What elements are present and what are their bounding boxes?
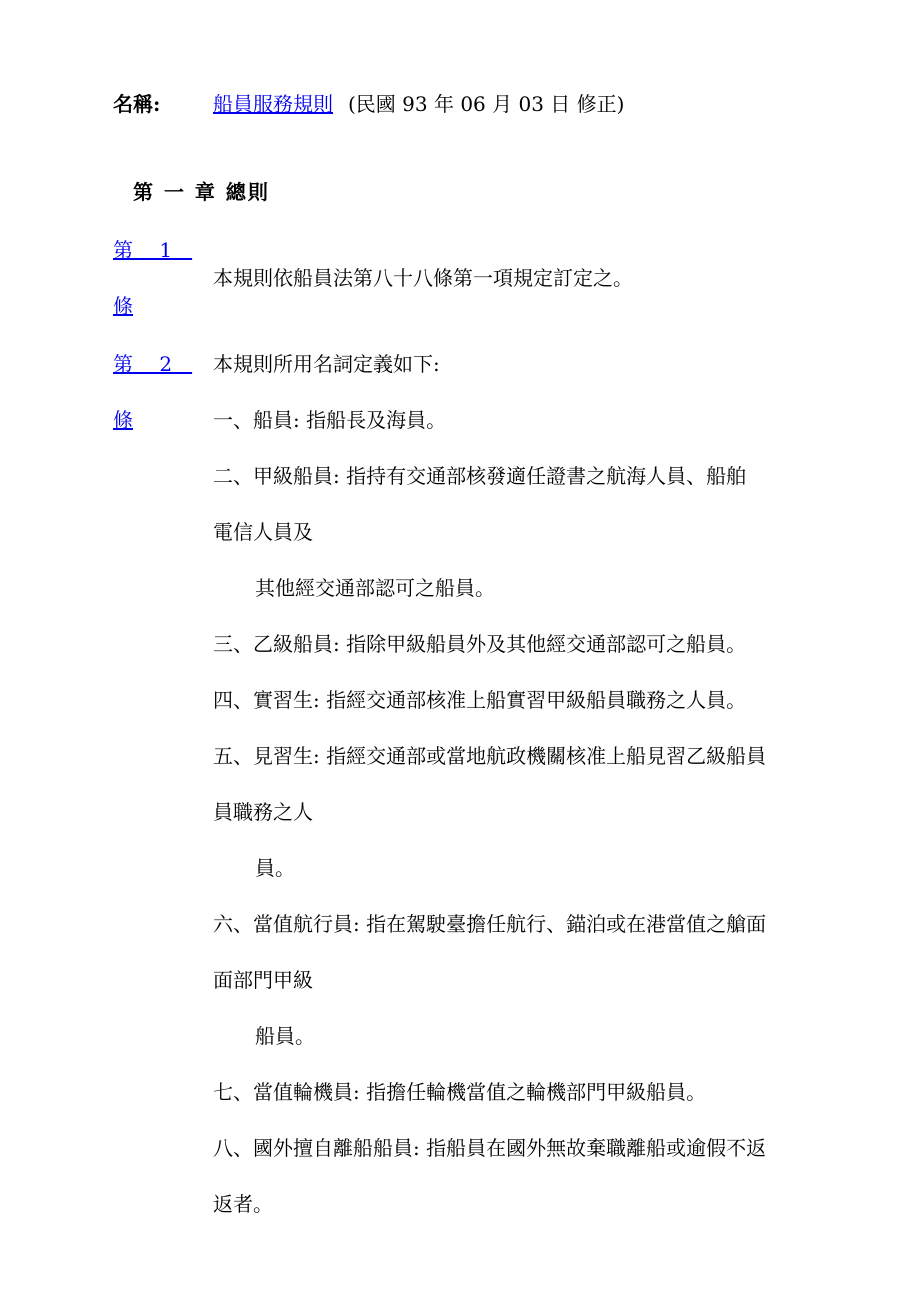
law-title-link[interactable]: 船員服務規則 xyxy=(213,92,333,116)
definition-5-cont-2: 員。 xyxy=(255,856,295,880)
definition-2-cont: 電信人員及 xyxy=(213,520,313,544)
definition-8-cont: 返者。 xyxy=(213,1192,273,1216)
article-2-intro: 本規則所用名詞定義如下: xyxy=(213,352,440,376)
definition-6: 六、當值航行員: 指在駕駛臺擔任航行、錨泊或在港當值之艙面 xyxy=(213,914,767,934)
article-1-number[interactable]: 第 1 xyxy=(113,238,193,262)
definition-6-cont: 面部門甲級 xyxy=(213,968,313,992)
article-1-text: 本規則依船員法第八十八條第一項規定訂定之。 xyxy=(213,266,633,290)
definition-5: 五、見習生: 指經交通部或當地航政機關核准上船見習乙級船員 xyxy=(213,746,767,766)
definition-6-cont-2: 船員。 xyxy=(255,1024,315,1048)
definition-2: 二、甲級船員: 指持有交通部核發適任證書之航海人員、船舶 xyxy=(213,464,747,488)
definition-1: 一、船員: 指船長及海員。 xyxy=(213,408,447,432)
definition-5-cont: 員職務之人 xyxy=(213,800,313,824)
amendment-date: (民國 93 年 06 月 03 日 修正) xyxy=(348,92,625,116)
chapter-heading: 第 一 章 總則 xyxy=(133,180,270,204)
definition-2-cont-2: 其他經交通部認可之船員。 xyxy=(255,576,495,600)
definition-8: 八、國外擅自離船船員: 指船員在國外無故棄職離船或逾假不返 xyxy=(213,1138,767,1158)
article-2-number[interactable]: 第 2 xyxy=(113,352,193,376)
article-2-suffix[interactable]: 條 xyxy=(113,408,133,432)
definition-3: 三、乙級船員: 指除甲級船員外及其他經交通部認可之船員。 xyxy=(213,632,747,656)
article-1-suffix[interactable]: 條 xyxy=(113,294,133,318)
definition-7: 七、當值輪機員: 指擔任輪機當值之輪機部門甲級船員。 xyxy=(213,1080,707,1104)
name-label: 名稱: xyxy=(113,92,161,116)
definition-4: 四、實習生: 指經交通部核准上船實習甲級船員職務之人員。 xyxy=(213,688,747,712)
